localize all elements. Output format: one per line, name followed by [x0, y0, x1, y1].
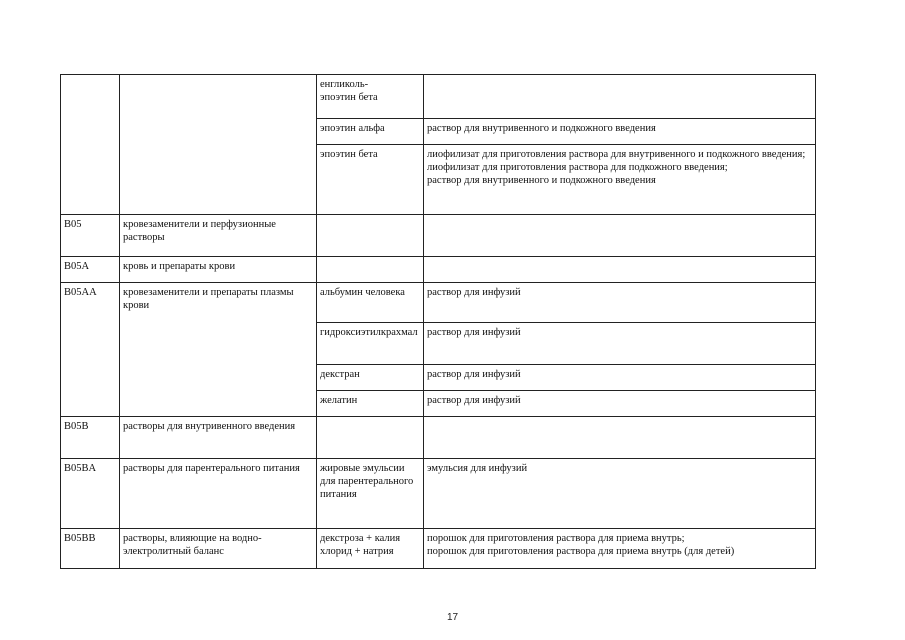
dosage-form-cell: раствор для инфузий — [424, 391, 816, 417]
dosage-form-cell: раствор для инфузий — [424, 323, 816, 365]
atc-code-cell: B05 — [61, 215, 120, 257]
table-row — [61, 529, 816, 569]
atc-code-cell — [61, 75, 120, 215]
dosage-form-cell: лиофилизат для приготовления раствора для внутривенного и подкожного введения; лиофилизат для приготовления раствора для подкожного введения; раствор для внутривенного и подкожного введения — [424, 145, 816, 215]
atc-code-cell: B05B — [61, 417, 120, 459]
drug-name-cell: желатин — [317, 391, 424, 417]
group-name-cell: кровезаменители и препараты плазмы крови — [120, 283, 317, 417]
drug-name-cell: эпоэтин бета — [317, 145, 424, 215]
table-row — [61, 215, 816, 257]
drug-name-cell: эпоэтин альфа — [317, 119, 424, 145]
atc-code-cell: B05BA — [61, 459, 120, 529]
dosage-form-cell — [424, 417, 816, 459]
drug-name-cell: декстроза + калия хлорид + натрия — [317, 529, 424, 569]
drug-name-cell: альбумин человека — [317, 283, 424, 323]
table-row — [61, 75, 816, 119]
dosage-form-cell: раствор для внутривенного и подкожного введения — [424, 119, 816, 145]
dosage-form-cell — [424, 75, 816, 119]
dosage-form-cell — [424, 215, 816, 257]
drug-name-cell: енгликоль- эпоэтин бета — [317, 75, 424, 119]
table-row — [61, 417, 816, 459]
dosage-form-cell: раствор для инфузий — [424, 283, 816, 323]
group-name-cell: растворы для парентерального питания — [120, 459, 317, 529]
dosage-form-cell: порошок для приготовления раствора для приема внутрь; порошок для приготовления раствора для приема внутрь (для детей) — [424, 529, 816, 569]
group-name-cell — [120, 75, 317, 215]
group-name-cell: растворы для внутривенного введения — [120, 417, 317, 459]
drug-name-cell — [317, 215, 424, 257]
dosage-form-cell: эмульсия для инфузий — [424, 459, 816, 529]
atc-code-cell: B05AA — [61, 283, 120, 417]
atc-code-cell: B05BB — [61, 529, 120, 569]
drug-name-cell — [317, 257, 424, 283]
drug-name-cell — [317, 417, 424, 459]
group-name-cell: растворы, влияющие на водно-электролитный баланс — [120, 529, 317, 569]
table-row — [61, 283, 816, 323]
drug-table — [60, 74, 816, 569]
drug-name-cell: жировые эмульсии для парентерального питания — [317, 459, 424, 529]
table-row — [61, 459, 816, 529]
page-number: 17 — [446, 612, 459, 623]
dosage-form-cell: раствор для инфузий — [424, 365, 816, 391]
drug-name-cell: декстран — [317, 365, 424, 391]
atc-code-cell: B05A — [61, 257, 120, 283]
group-name-cell: кровезаменители и перфузионные растворы — [120, 215, 317, 257]
table-row — [61, 257, 816, 283]
group-name-cell: кровь и препараты крови — [120, 257, 317, 283]
dosage-form-cell — [424, 257, 816, 283]
drug-name-cell: гидроксиэтилкрахмал — [317, 323, 424, 365]
